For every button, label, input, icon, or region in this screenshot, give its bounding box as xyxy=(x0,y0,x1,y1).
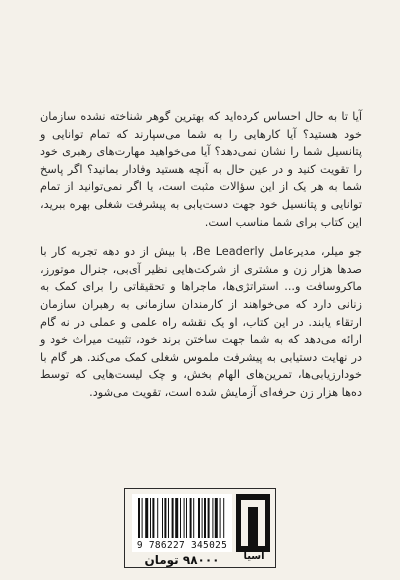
blurb-text xyxy=(40,108,362,408)
barcode-area xyxy=(132,494,232,552)
barcode-icon xyxy=(138,498,226,538)
blurb-paragraph-2: جو میلر، مدیرعامل Be Leaderly، با بیش از دو دهه تجربه کار با صدها هزار زن و مشتری از شرکت‌هایی نظیر آی‌بی، جنرال موتورز، ماکروسافت و... استراتژی‌ها، ماجراها و تحقیقاتی را برای کمک به زنانی دارد که می‌خواهند از کارمندان سازمانی به رهبران سازمان ارتقاء یابند. در این کتاب، او یک نقشه راه علمی و عملی در نه گام ارائه می‌دهد که به شما جهت ساختن برند خود، تثبیت میراث خود و در نهایت دستیابی به پیشرفت ملموس شغلی کمک می‌کند. هر گام با خودارزیابی‌ها، تمرین‌های الهام بخش، و چک لیست‌هایی که توسط ده‌ها هزار زن حرفه‌ای آزمایش شده است، تقویت می‌شود. xyxy=(40,245,362,399)
isbn-number: 9 786227 345025 xyxy=(136,540,228,551)
publisher-logo-icon xyxy=(236,494,270,552)
publisher-name: آسیا xyxy=(243,551,265,562)
blurb-paragraph-1: آیا تا به حال احساس کرده‌اید که بهترین گوهر شناخته نشده سازمان خود هستید؟ آیا کارهایی را به شما می‌سپارند که تمام توانایی و پتانسیل شما را نشان نمی‌دهد؟ آیا می‌خواهید مهارت‌های رهبری خود را تقویت کنید و در عین حال به آنچه هستید وفادار بمانید؟ اگر پاسخ شما به هر یک از این سؤالات مثبت است، یا اگر نمی‌توانید از تمام توانایی و پتانسیل خود جهت دست‌یابی به پیشرفت شغلی بهره ببرید، این کتاب برای شما مناسب است. xyxy=(40,110,362,229)
price-label: ۹۸۰۰۰ تومان xyxy=(144,553,220,567)
